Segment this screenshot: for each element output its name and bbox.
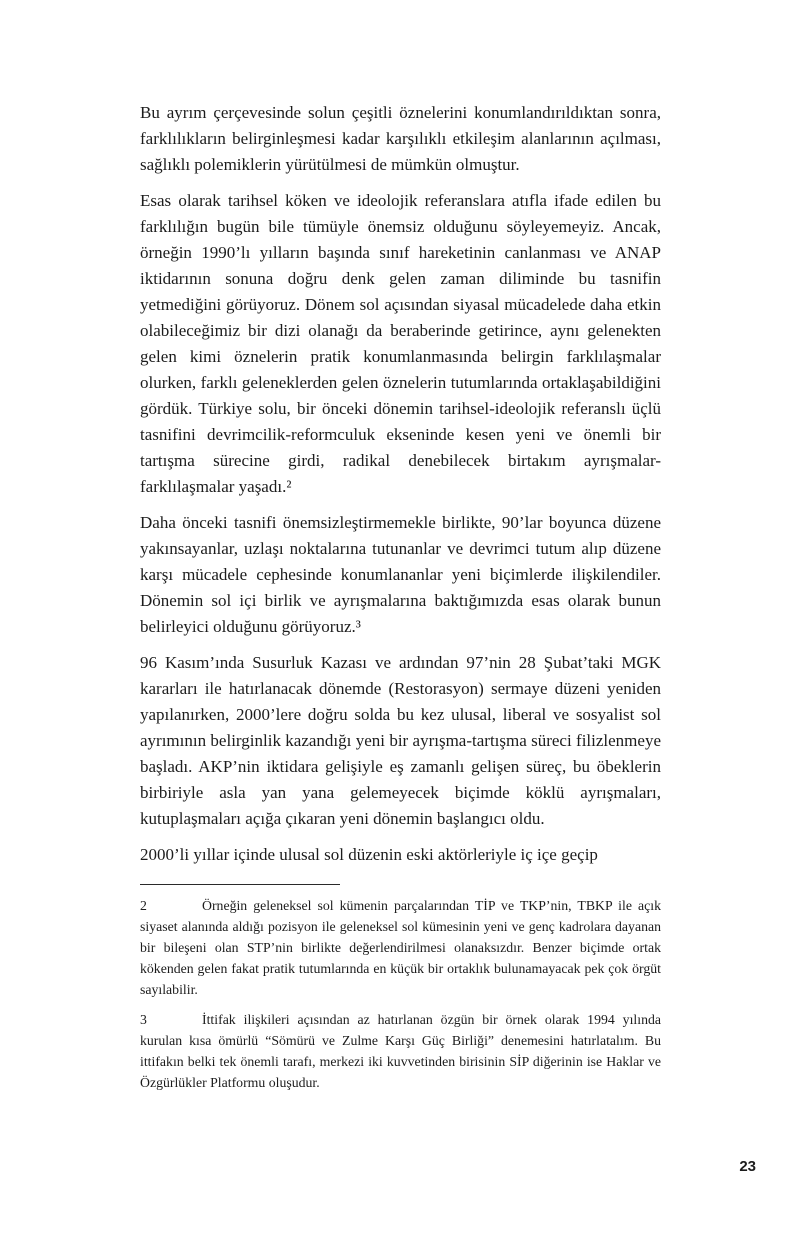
paragraph: Esas olarak tarihsel köken ve ideolojik referanslara atıfla ifade edilen bu farklılığın bugün bile tümüyle önemsiz olduğunu söyleyemeyiz. Ancak, örneğin 1990’lı yılların başında sınıf hareketinin canlanması ve ANAP iktidarının sonuna doğru denk gelen zaman diliminde bu tasnifin yetmediğini görüyoruz. Dönem sol açısından siyasal mücadelede daha etkin olabileceğimiz bir dizi olanağı da beraberinde getirince, aynı gelenekten gelen kimi öznelerin pratik konumlanmasında belirgin farklılaşmalar olurken, farklı geleneklerden gelen öznelerin tutumlarında ortaklaşabildiğini gördük. Türkiye solu, bir önceki dönemin tarihsel-ideolojik referanslı üçlü tasnifini devrimcilik-reformculuk ekseninde kesen yeni ve önemli bir tartışma sürecine girdi, radikal denebilecek birtakım ayrışmalar-farklılaşmalar yaşadı.² bbox=[140, 191, 661, 496]
footnote-separator bbox=[140, 884, 340, 885]
footnote bbox=[140, 1009, 661, 1093]
footnote-number: 3 bbox=[140, 1012, 147, 1027]
footnote-number: 2 bbox=[140, 898, 147, 913]
footnote bbox=[140, 895, 661, 1000]
footnote-text: Örneğin geleneksel sol kümenin parçalarından TİP ve TKP’nin, TBKP ile açık siyaset alanında aldığı pozisyon ile geleneksel sol kümesinin yeni ve genç kadrolara dayanan bir bileşeni olan STP’nin birlikte değerlendirilmesi olanaksızdır. Benzer biçimde ortak kökenden gelen fakat pratik tutumlarında en küçük bir ortaklık bulunamayacak pek çok örgüt sayılabilir. bbox=[140, 898, 661, 997]
paragraph: Bu ayrım çerçevesinde solun çeşitli öznelerini konumlandırıldıktan sonra, farklılıkların belirginleşmesi kadar karşılıklı etkileşim alanlarının açılması, sağlıklı polemiklerin yürütülmesi de mümkün olmuştur. bbox=[140, 103, 661, 174]
page-number: 23 bbox=[739, 1158, 756, 1175]
paragraph: Daha önceki tasnifi önemsizleştirmemekle birlikte, 90’lar boyunca düzene yakınsayanlar, uzlaşı noktalarına tutunanlar ve devrimci tutum alıp düzene karşı mücadele cephesinde konumlananlar yeni biçimlerde ilişkilendiler. Dönemin sol içi birlik ve ayrışmalarına baktığımızda esas olarak bunun belirleyici olduğunu görüyoruz.³ bbox=[140, 513, 661, 636]
footnote-text: İttifak ilişkileri açısından az hatırlanan özgün bir örnek olarak 1994 yılında kurulan kısa ömürlü “Sömürü ve Zulme Karşı Güç Birliği” denemesini hatırlatalım. Bu ittifakın belki tek önemli tarafı, merkezi iki kuvvetinden birisinin SİP diğerinin ise Haklar ve Özgürlükler Platformu oluşudur. bbox=[140, 1012, 661, 1090]
body-text bbox=[140, 100, 661, 1102]
paragraph: 96 Kasım’ında Susurluk Kazası ve ardından 97’nin 28 Şubat’taki MGK kararları ile hatırlanacak dönemde (Restorasyon) sermaye düzeni yeniden yapılanırken, 2000’lere doğru solda bu kez ulusal, liberal ve sosyalist sol ayrımının belirginlik kazandığı yeni bir ayrışma-tartışma süreci filizlenmeye başladı. AKP’nin iktidara gelişiyle eş zamanlı gelişen süreç, bu öbeklerin birbiriyle asla yan yana gelemeyecek biçimde köklü ayrışmaları, kutuplaşmaları açığa çıkaran yeni dönemin başlangıcı oldu. bbox=[140, 653, 661, 828]
paragraph: 2000’li yıllar içinde ulusal sol düzenin eski aktörleriyle iç içe geçip bbox=[140, 845, 598, 864]
